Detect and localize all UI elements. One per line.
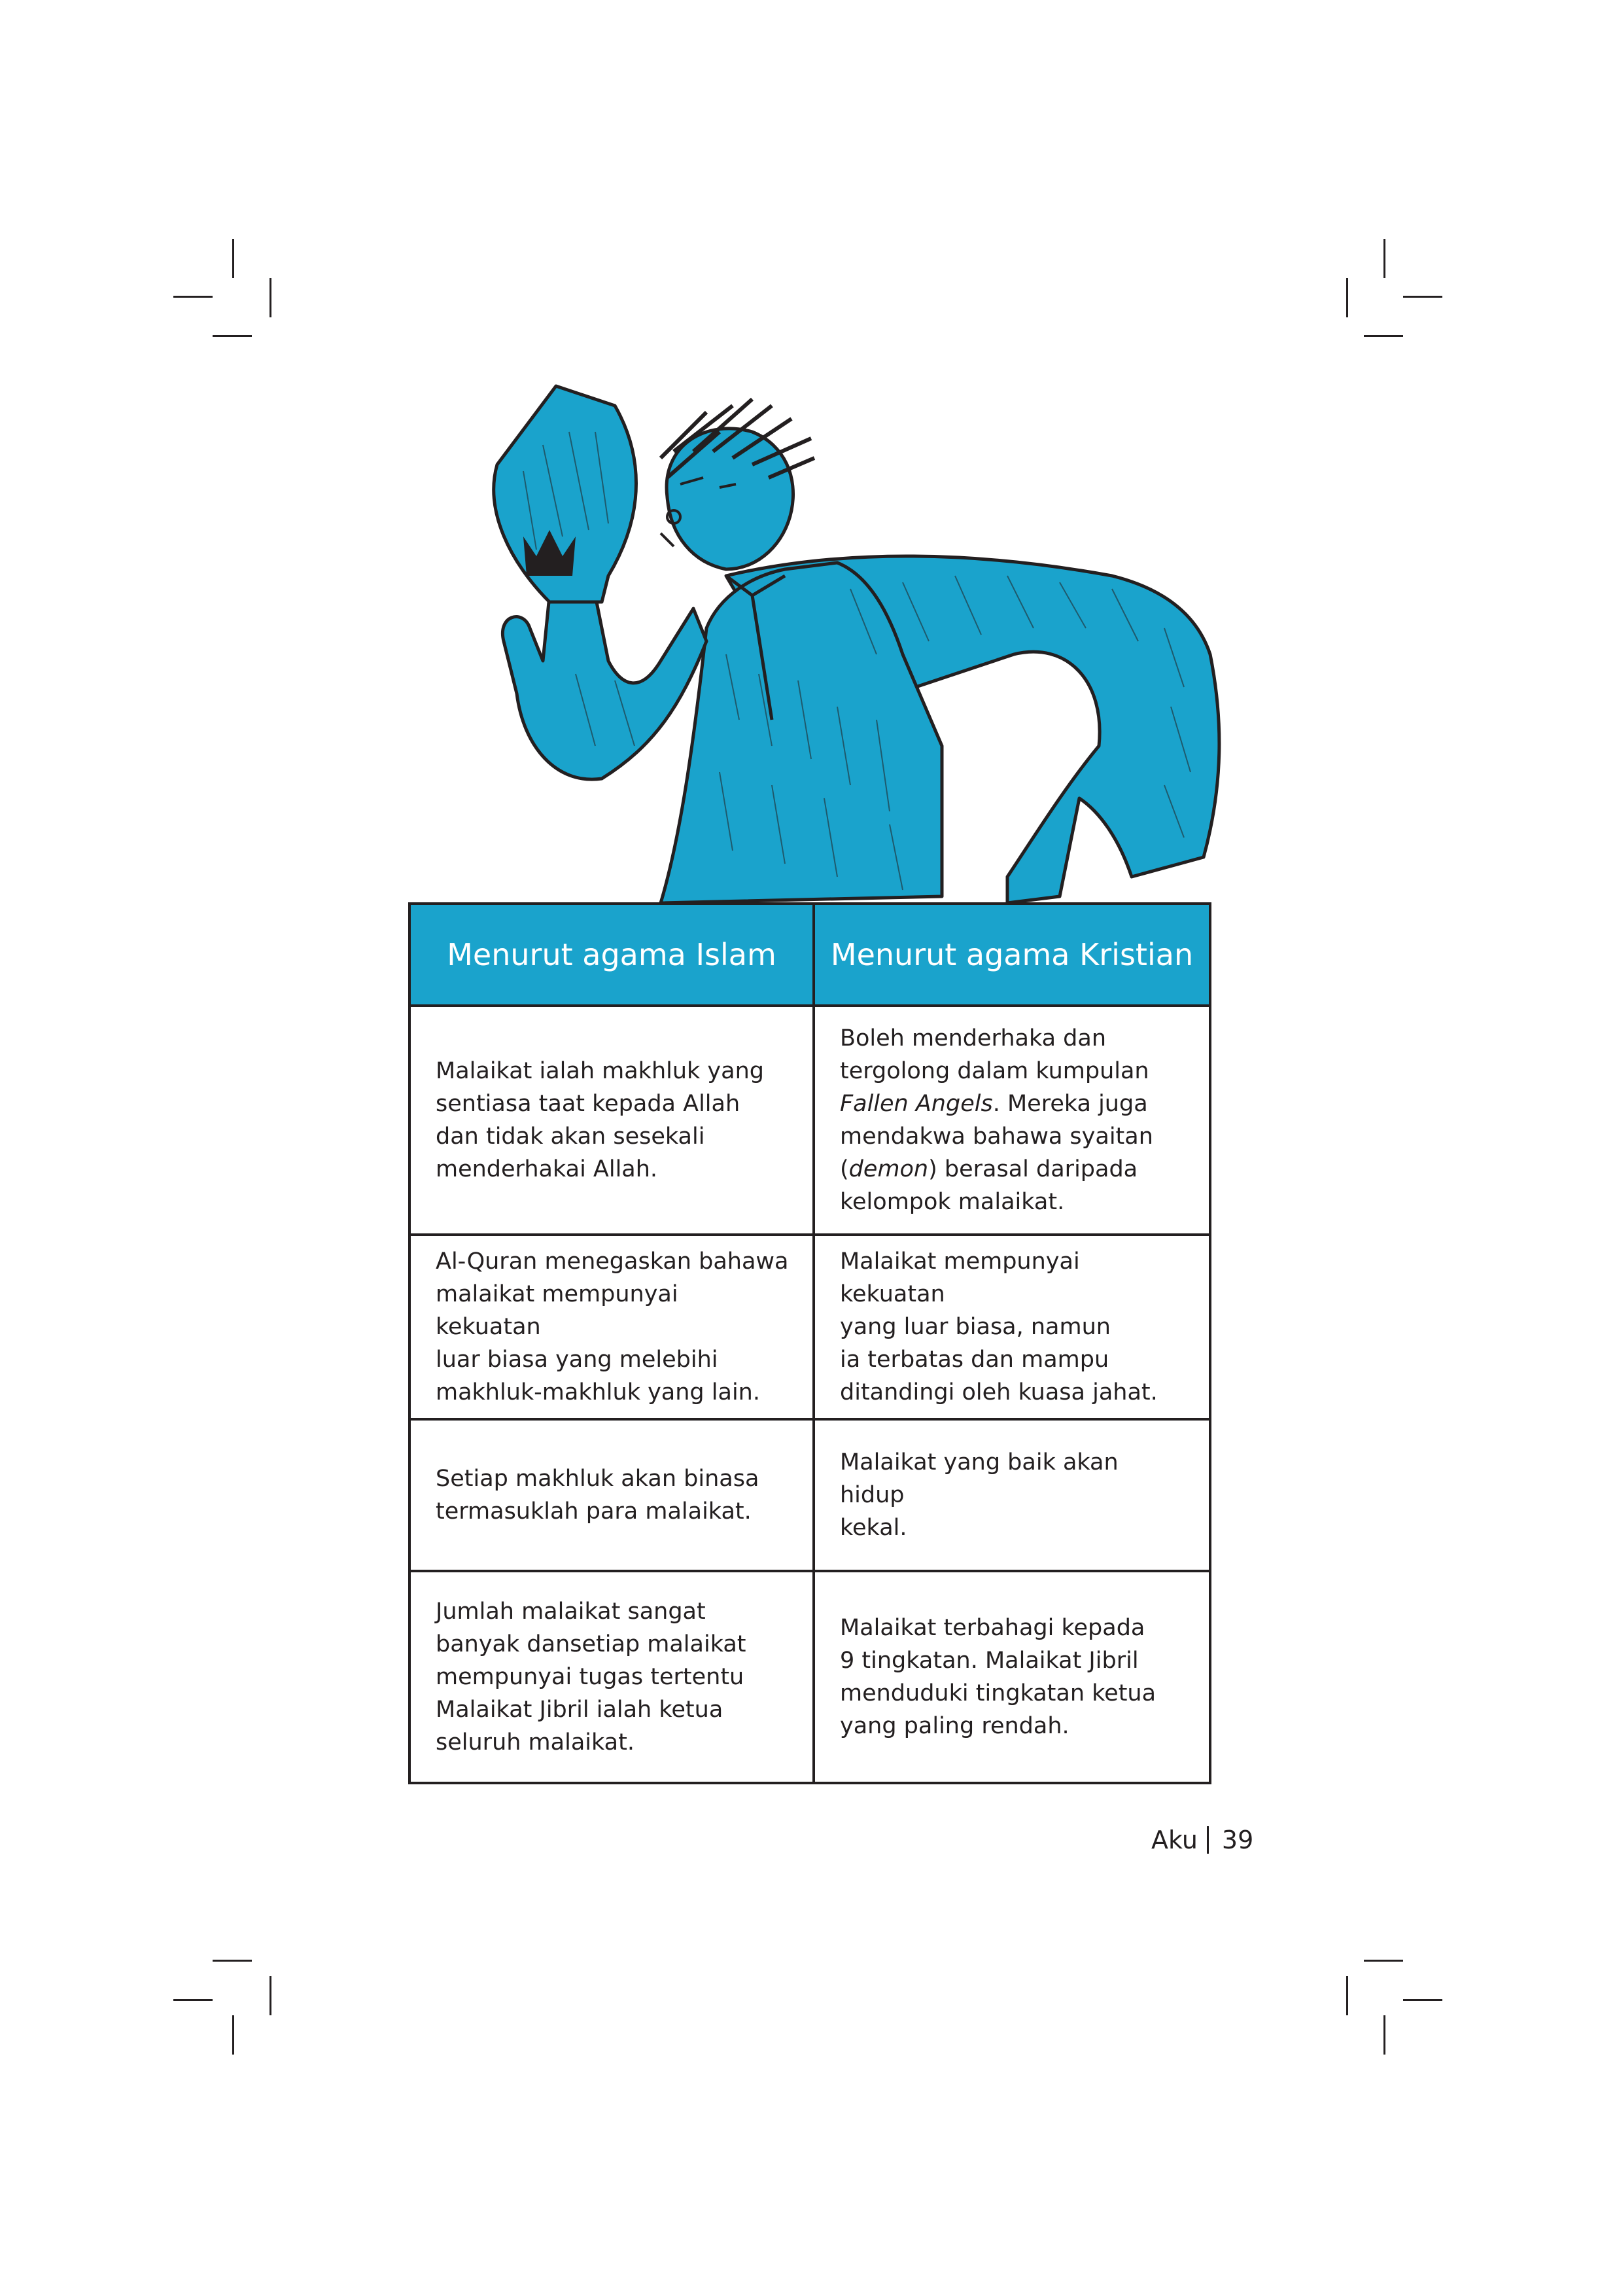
table-row [409,1571,1210,1783]
header-islam: Menurut agama Islam [409,904,814,1006]
crop-mark [213,1960,252,1962]
crop-mark [1364,1960,1403,1962]
crop-mark [232,239,234,278]
crop-mark [173,1999,213,2001]
cell-kristian: Malaikat mempunyai kekuatan yang luar biasa, namun ia terbatas dan mampu ditandingi oleh kuasa jahat. [814,1235,1210,1419]
crop-mark [270,278,271,317]
cell-islam: Al-Quran menegaskan bahawa malaikat mempunyai kekuatan luar biasa yang melebihi makhluk-makhluk yang lain. [409,1235,814,1419]
crop-mark [1403,296,1442,298]
running-title: Aku [1151,1826,1198,1854]
emphasis-text: Fallen Angels [840,1091,993,1117]
crop-mark [1346,278,1348,317]
header-kristian: Menurut agama Kristian [814,904,1210,1006]
crop-mark [232,2015,234,2055]
table-row [409,1235,1210,1419]
crop-mark [270,1976,271,2015]
crop-mark [1346,1976,1348,2015]
cell-islam: Malaikat ialah makhluk yang sentiasa taat kepada Allah dan tidak akan sesekali menderhakai Allah. [409,1006,814,1235]
illustration [445,380,1262,916]
crop-mark [1364,335,1403,337]
arm-shape [502,595,706,779]
page-footer [1151,1826,1253,1854]
footer-divider [1207,1826,1209,1854]
table-row [409,1006,1210,1235]
head-shape [667,429,793,569]
cell-kristian: Boleh menderhaka dan tergolong dalam kumpulan Fallen Angels. Mereka juga mendakwa bahawa syaitan (demon) berasal daripada kelompok malaikat. [814,1006,1210,1235]
cell-kristian: Malaikat terbahagi kepada 9 tingkatan. Malaikat Jibril menduduki tingkatan ketua yang paling rendah. [814,1571,1210,1783]
table-row [409,1419,1210,1571]
crop-mark [1383,239,1385,278]
crop-mark [173,296,213,298]
crop-mark [213,335,252,337]
cell-islam: Jumlah malaikat sangat banyak dansetiap malaikat mempunyai tugas tertentu Malaikat Jibril ialah ketua seluruh malaikat. [409,1571,814,1783]
crop-mark [1383,2015,1385,2055]
emphasis-text: demon [848,1156,929,1182]
table-header-row [409,904,1210,1006]
crop-mark [1403,1999,1442,2001]
cell-kristian: Malaikat yang baik akan hidup kekal. [814,1419,1210,1571]
cell-islam: Setiap makhluk akan binasa termasuklah para malaikat. [409,1419,814,1571]
comparison-table [408,902,1211,1784]
page-number: 39 [1221,1826,1254,1854]
